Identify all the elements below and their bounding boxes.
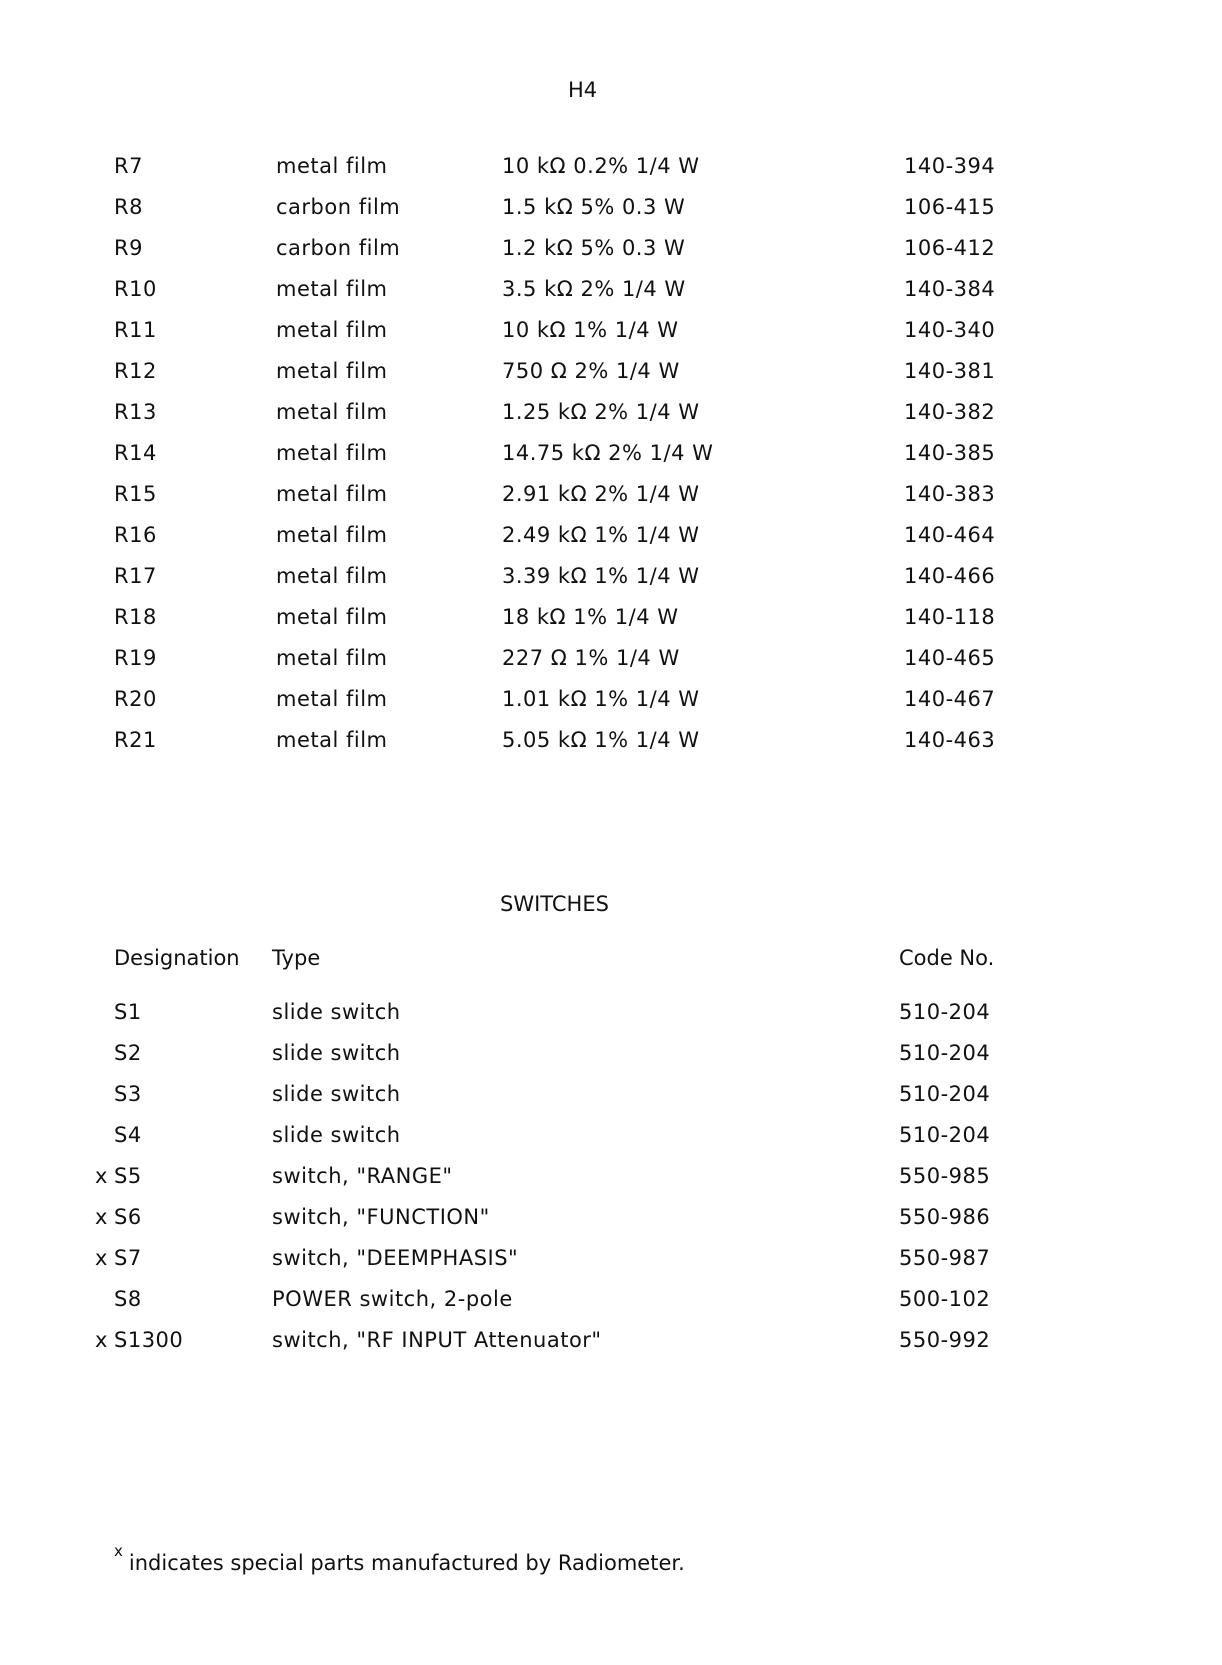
code-cell: 140-382 — [904, 400, 996, 424]
designation-cell: R14 — [114, 441, 157, 465]
type-cell: metal film — [276, 564, 388, 588]
code-cell: 140-340 — [904, 318, 996, 342]
code-cell: 510-204 — [899, 1123, 991, 1147]
designation-cell: R11 — [114, 318, 157, 342]
value-cell: 3.5 kΩ 2% 1/4 W — [502, 277, 686, 301]
designation-cell: R15 — [114, 482, 157, 506]
type-cell: metal film — [276, 605, 388, 629]
value-cell: 14.75 kΩ 2% 1/4 W — [502, 441, 714, 465]
special-part-mark: x — [95, 1205, 108, 1229]
type-cell: carbon film — [276, 195, 401, 219]
type-cell: metal film — [276, 277, 388, 301]
type-cell: slide switch — [272, 1123, 401, 1147]
code-cell: 140-118 — [904, 605, 996, 629]
type-cell: switch, "RF INPUT Attenuator" — [272, 1328, 602, 1352]
code-cell: 140-467 — [904, 687, 996, 711]
value-cell: 18 kΩ 1% 1/4 W — [502, 605, 679, 629]
type-cell: metal film — [276, 523, 388, 547]
type-cell: slide switch — [272, 1082, 401, 1106]
type-cell: metal film — [276, 441, 388, 465]
code-cell: 140-381 — [904, 359, 996, 383]
code-cell: 550-992 — [899, 1328, 991, 1352]
type-cell: carbon film — [276, 236, 401, 260]
table-row — [0, 1041, 1222, 1082]
type-cell: slide switch — [272, 1000, 401, 1024]
designation-cell: S7 — [114, 1246, 142, 1270]
footnote-text: indicates special parts manufactured by Radiometer. — [128, 1551, 685, 1575]
value-cell: 2.49 kΩ 1% 1/4 W — [502, 523, 700, 547]
designation-cell: R18 — [114, 605, 157, 629]
type-cell: metal film — [276, 687, 388, 711]
designation-cell: S2 — [114, 1041, 142, 1065]
code-cell: 510-204 — [899, 1041, 991, 1065]
value-cell: 10 kΩ 0.2% 1/4 W — [502, 154, 700, 178]
code-cell: 500-102 — [899, 1287, 991, 1311]
designation-cell: R16 — [114, 523, 157, 547]
header-designation: Designation — [114, 946, 240, 970]
designation-cell: R20 — [114, 687, 157, 711]
table-row — [0, 1082, 1222, 1123]
value-cell: 1.25 kΩ 2% 1/4 W — [502, 400, 700, 424]
code-cell: 550-987 — [899, 1246, 991, 1270]
table-row — [0, 482, 1222, 523]
table-row — [0, 564, 1222, 605]
table-row — [0, 646, 1222, 687]
special-part-mark: x — [95, 1246, 108, 1270]
table-row — [0, 400, 1222, 441]
code-cell: 140-394 — [904, 154, 996, 178]
value-cell: 227 Ω 1% 1/4 W — [502, 646, 680, 670]
value-cell: 750 Ω 2% 1/4 W — [502, 359, 680, 383]
type-cell: metal film — [276, 646, 388, 670]
type-cell: switch, "DEEMPHASIS" — [272, 1246, 519, 1270]
value-cell: 1.2 kΩ 5% 0.3 W — [502, 236, 686, 260]
page-number: H4 — [568, 78, 598, 102]
table-row — [0, 195, 1222, 236]
header-type: Type — [272, 946, 321, 970]
designation-cell: S8 — [114, 1287, 142, 1311]
designation-cell: R12 — [114, 359, 157, 383]
designation-cell: S5 — [114, 1164, 142, 1188]
table-row — [0, 1287, 1222, 1328]
designation-cell: R21 — [114, 728, 157, 752]
header-code: Code No. — [899, 946, 995, 970]
table-row — [0, 1246, 1222, 1287]
value-cell: 5.05 kΩ 1% 1/4 W — [502, 728, 700, 752]
designation-cell: S1 — [114, 1000, 142, 1024]
code-cell: 140-465 — [904, 646, 996, 670]
designation-cell: R7 — [114, 154, 143, 178]
value-cell: 10 kΩ 1% 1/4 W — [502, 318, 679, 342]
type-cell: POWER switch, 2-pole — [272, 1287, 513, 1311]
code-cell: 510-204 — [899, 1082, 991, 1106]
code-cell: 106-415 — [904, 195, 996, 219]
code-cell: 550-985 — [899, 1164, 991, 1188]
table-row — [0, 687, 1222, 728]
table-row — [0, 441, 1222, 482]
table-row — [0, 236, 1222, 277]
footnote — [114, 1542, 685, 1575]
designation-cell: S1300 — [114, 1328, 184, 1352]
table-row — [0, 523, 1222, 564]
type-cell: metal film — [276, 482, 388, 506]
designation-cell: R19 — [114, 646, 157, 670]
table-row — [0, 605, 1222, 646]
type-cell: metal film — [276, 154, 388, 178]
table-row — [0, 359, 1222, 400]
designation-cell: R9 — [114, 236, 143, 260]
table-row — [0, 1205, 1222, 1246]
designation-cell: R8 — [114, 195, 143, 219]
table-row — [0, 1164, 1222, 1205]
type-cell: slide switch — [272, 1041, 401, 1065]
table-row — [0, 728, 1222, 769]
value-cell: 1.5 kΩ 5% 0.3 W — [502, 195, 686, 219]
section-title-switches: SWITCHES — [500, 892, 609, 916]
type-cell: metal film — [276, 318, 388, 342]
special-part-mark: x — [95, 1328, 108, 1352]
value-cell: 2.91 kΩ 2% 1/4 W — [502, 482, 700, 506]
table-row — [0, 1000, 1222, 1041]
table-row — [0, 318, 1222, 359]
value-cell: 3.39 kΩ 1% 1/4 W — [502, 564, 700, 588]
table-row — [0, 154, 1222, 195]
code-cell: 510-204 — [899, 1000, 991, 1024]
code-cell: 140-383 — [904, 482, 996, 506]
type-cell: metal film — [276, 400, 388, 424]
code-cell: 140-464 — [904, 523, 996, 547]
code-cell: 140-463 — [904, 728, 996, 752]
table-row — [0, 1328, 1222, 1369]
type-cell: switch, "RANGE" — [272, 1164, 453, 1188]
code-cell: 140-466 — [904, 564, 996, 588]
table-row — [0, 277, 1222, 318]
designation-cell: S6 — [114, 1205, 142, 1229]
designation-cell: R17 — [114, 564, 157, 588]
table-row — [0, 1123, 1222, 1164]
code-cell: 140-384 — [904, 277, 996, 301]
type-cell: switch, "FUNCTION" — [272, 1205, 490, 1229]
designation-cell: S3 — [114, 1082, 142, 1106]
type-cell: metal film — [276, 359, 388, 383]
type-cell: metal film — [276, 728, 388, 752]
footnote-mark: x — [114, 1542, 123, 1560]
designation-cell: R13 — [114, 400, 157, 424]
designation-cell: S4 — [114, 1123, 142, 1147]
code-cell: 140-385 — [904, 441, 996, 465]
special-part-mark: x — [95, 1164, 108, 1188]
code-cell: 106-412 — [904, 236, 996, 260]
value-cell: 1.01 kΩ 1% 1/4 W — [502, 687, 700, 711]
designation-cell: R10 — [114, 277, 157, 301]
code-cell: 550-986 — [899, 1205, 991, 1229]
